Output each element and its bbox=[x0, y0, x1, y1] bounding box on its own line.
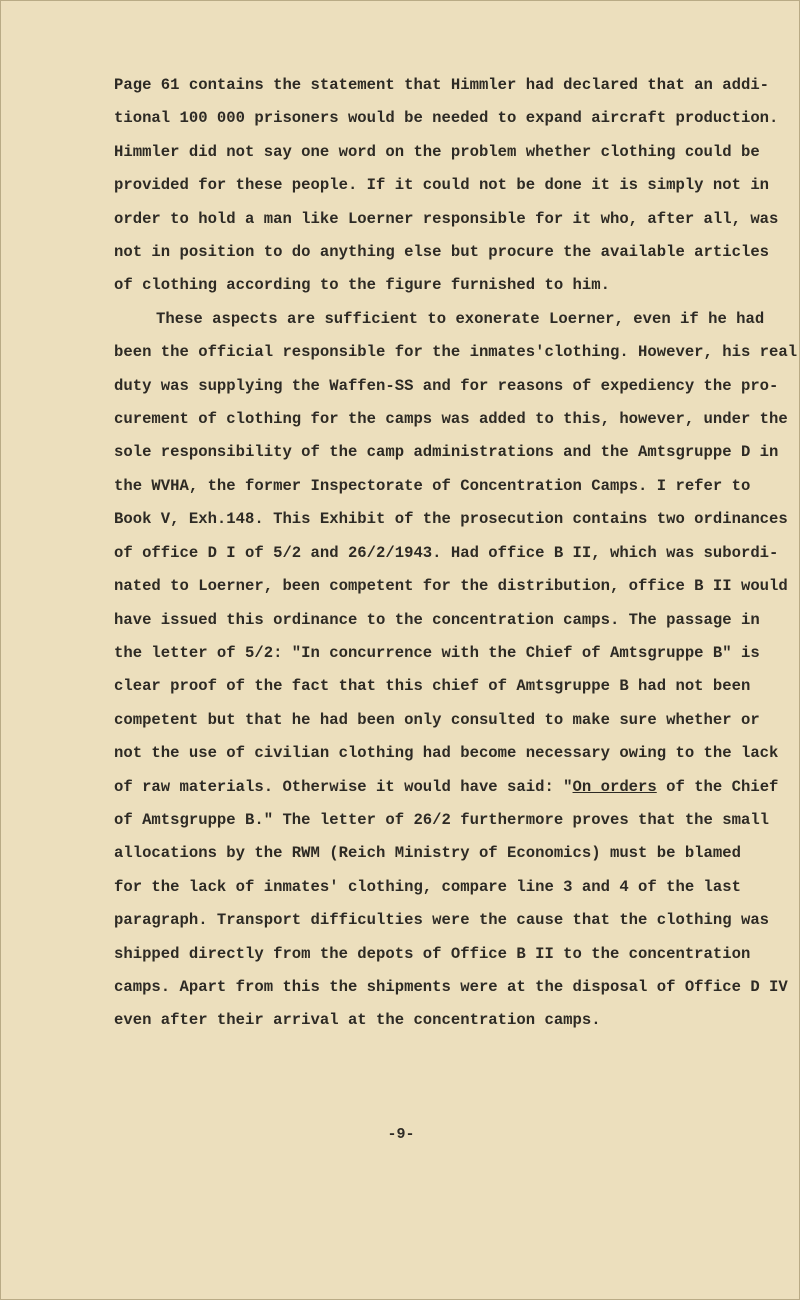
body-text bbox=[114, 69, 798, 1038]
text-line: nated to Loerner, been competent for the distribution, office B II would bbox=[114, 577, 788, 596]
text-fragment: of the Chief bbox=[656, 777, 779, 796]
text-line: of office D I of 5/2 and 26/2/1943. Had office B II, which was subordi- bbox=[114, 543, 779, 562]
text-line: of Amtsgruppe B." The letter of 26/2 furthermore proves that the small bbox=[114, 810, 770, 829]
page-number: -9- bbox=[387, 1126, 415, 1143]
text-line: paragraph. Transport difficulties were the cause that the clothing was bbox=[114, 911, 770, 930]
text-line: been the official responsible for the inmates'clothing. However, his real bbox=[114, 343, 798, 362]
text-line: camps. Apart from this the shipments were at the disposal of Office D IV bbox=[114, 977, 788, 996]
text-line: Himmler did not say one word on the problem whether clothing could be bbox=[114, 142, 760, 161]
text-line: shipped directly from the depots of Office B II to the concentration bbox=[114, 944, 751, 963]
text-line: allocations by the RWM (Reich Ministry of Economics) must be blamed bbox=[114, 844, 741, 863]
text-line: have issued this ordinance to the concentration camps. The passage in bbox=[114, 610, 760, 629]
text-line bbox=[114, 771, 779, 804]
text-line: competent but that he had been only consulted to make sure whether or bbox=[114, 710, 760, 729]
text-line: the letter of 5/2: "In concurrence with the Chief of Amtsgruppe B" is bbox=[114, 643, 760, 662]
text-line: sole responsibility of the camp administrations and the Amtsgruppe D in bbox=[114, 443, 779, 462]
text-line: Book V, Exh.148. This Exhibit of the prosecution contains two ordinances bbox=[114, 510, 788, 529]
text-line: for the lack of inmates' clothing, compare line 3 and 4 of the last bbox=[114, 877, 741, 896]
text-line: clear proof of the fact that this chief of Amtsgruppe B had not been bbox=[114, 677, 751, 696]
text-fragment: of raw materials. Otherwise it would have said: " bbox=[114, 777, 573, 796]
text-line: curement of clothing for the camps was added to this, however, under the bbox=[114, 410, 788, 429]
text-line: not in position to do anything else but procure the available articles bbox=[114, 243, 770, 262]
underlined-phrase: On orders bbox=[572, 777, 657, 796]
text-line: tional 100 000 prisoners would be needed to expand aircraft production. bbox=[114, 109, 779, 128]
text-line: Page 61 contains the statement that Himmler had declared that an addi- bbox=[114, 76, 770, 94]
text-line: order to hold a man like Loerner responsible for it who, after all, was bbox=[114, 209, 779, 228]
text-line: provided for these people. If it could not be done it is simply not in bbox=[114, 176, 770, 195]
text-line: not the use of civilian clothing had become necessary owing to the lack bbox=[114, 744, 779, 763]
text-line: These aspects are sufficient to exonerate Loerner, even if he had bbox=[156, 309, 765, 328]
text-line: even after their arrival at the concentration camps. bbox=[114, 1011, 601, 1030]
text-line: duty was supplying the Waffen-SS and for reasons of expediency the pro- bbox=[114, 376, 779, 395]
text-line: of clothing according to the figure furnished to him. bbox=[114, 276, 610, 295]
text-line: the WVHA, the former Inspectorate of Concentration Camps. I refer to bbox=[114, 476, 751, 495]
